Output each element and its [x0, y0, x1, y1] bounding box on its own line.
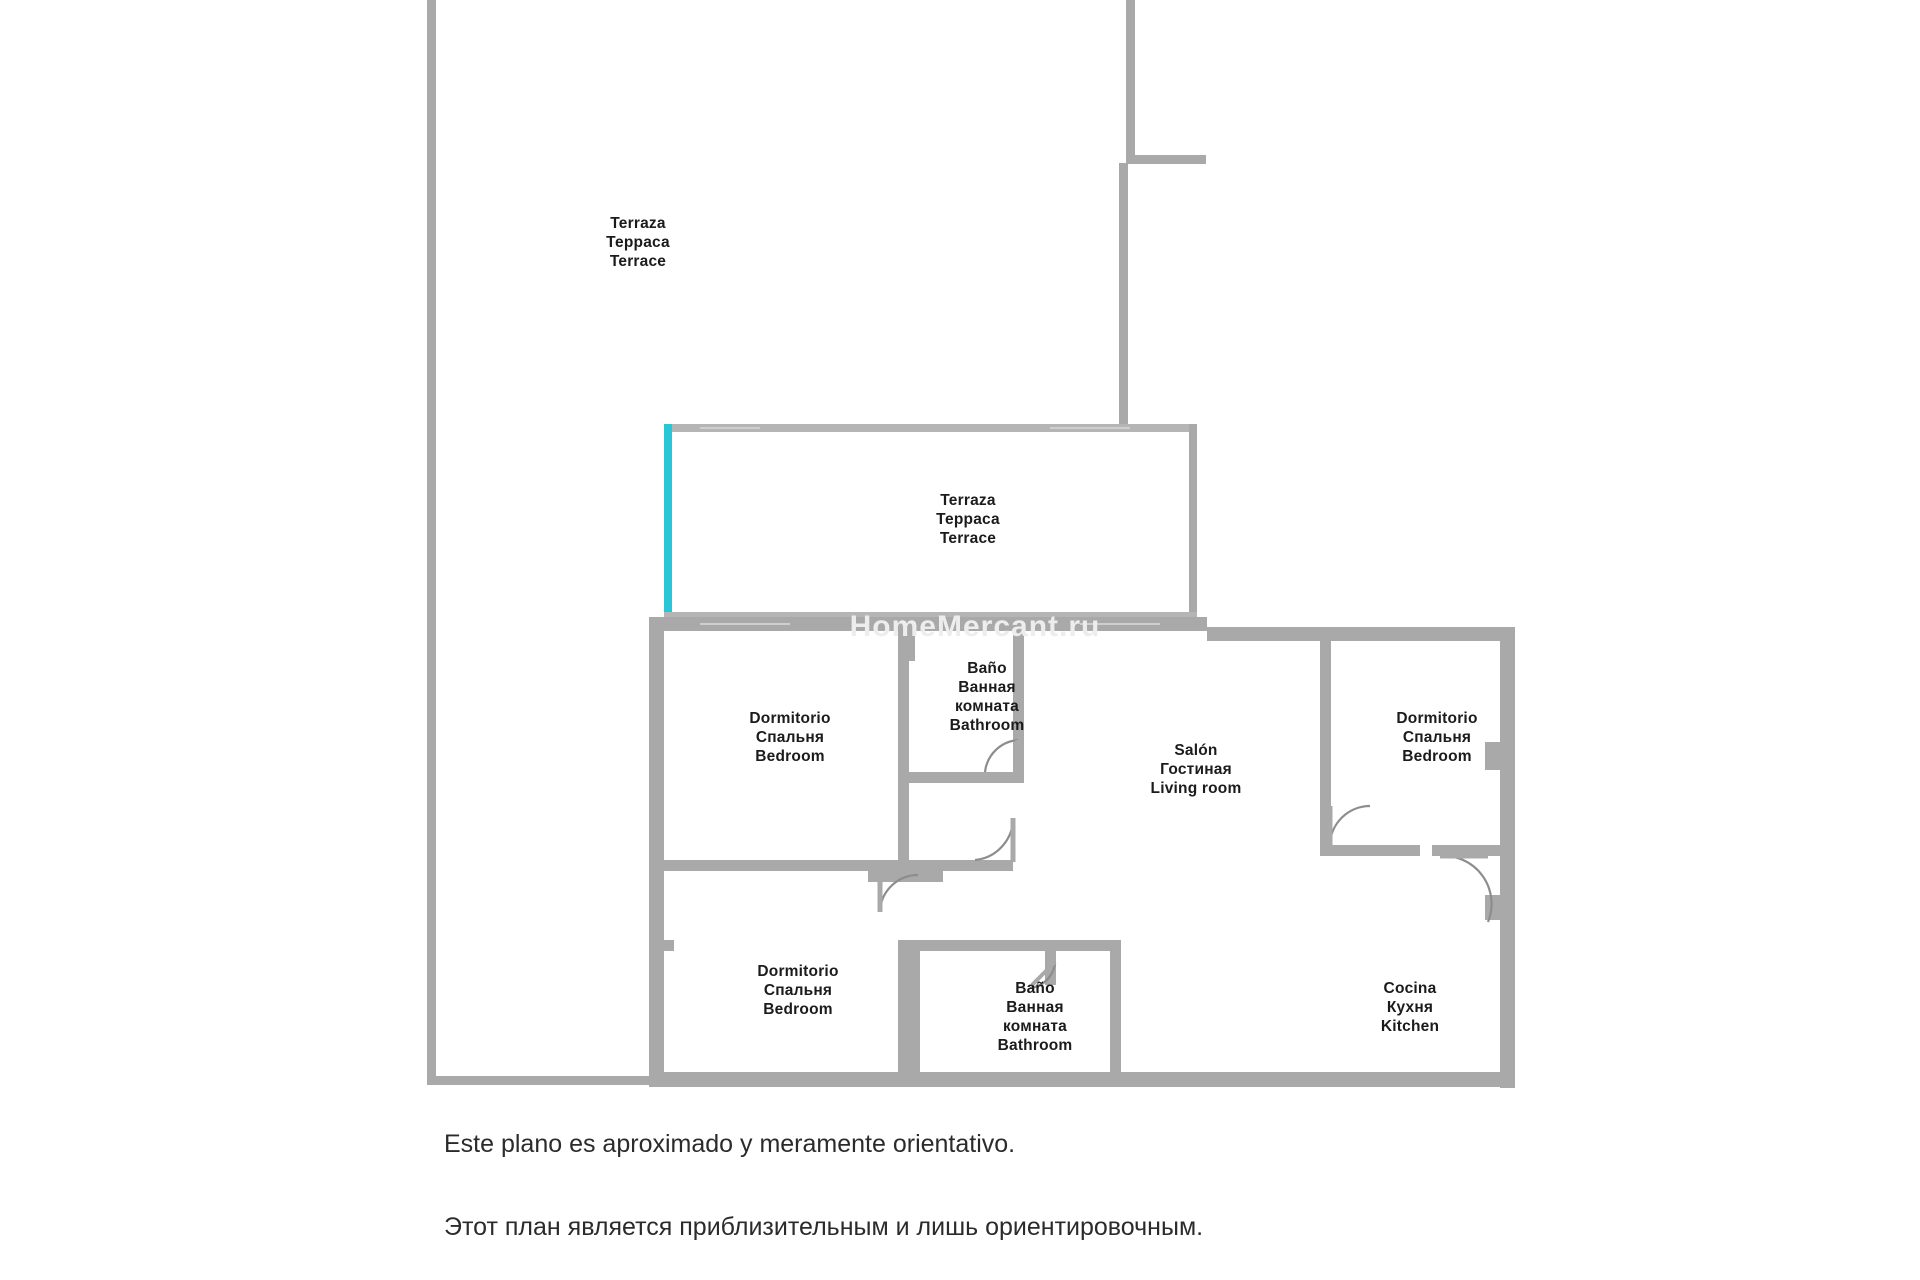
- room-label-terrace-upper: [606, 215, 670, 272]
- room-label-line: Living room: [1150, 779, 1242, 797]
- wall-bathroom-u-bottom: [904, 772, 1024, 783]
- room-label-line: Спальня: [763, 981, 833, 999]
- wall-bathroom-l-top: [909, 940, 1051, 951]
- footnote-spanish: Este plano es aproximado y meramente orientativo.: [444, 1130, 1016, 1158]
- room-label-line: комната: [955, 697, 1019, 715]
- room-label-bedroom-lower-left: [757, 963, 838, 1020]
- terrace-right-wall-upper: [1126, 0, 1135, 155]
- room-label-line: Спальня: [1402, 728, 1472, 746]
- door-kitchen: [1440, 856, 1492, 922]
- room-label-line: Baño: [967, 660, 1007, 677]
- wall-bathroom-l-top-right: [1045, 940, 1121, 951]
- room-label-line: Terraza: [940, 492, 996, 509]
- outer-wall-right-upper: [1500, 627, 1515, 742]
- room-label-bathroom-upper: [950, 660, 1025, 736]
- wall-bedroom-ul-right: [898, 631, 909, 871]
- room-label-line: Salón: [1174, 742, 1218, 759]
- room-label-bedroom-right: [1396, 710, 1477, 767]
- wall-bathroom-l-left: [909, 940, 920, 1087]
- room-label-line: Dormitorio: [1396, 710, 1478, 727]
- wall-bedroom-r-bottom-left: [1320, 845, 1420, 856]
- room-label-line: Терраса: [606, 233, 670, 251]
- wall-bathroom-l-right: [1110, 940, 1121, 1087]
- lower-terrace-right-wall: [1189, 424, 1197, 619]
- outer-wall-bottom: [649, 1072, 1515, 1087]
- outer-wall-top-mid: [1207, 627, 1327, 641]
- room-label-line: Bathroom: [949, 716, 1025, 734]
- room-label-line: Terraza: [610, 215, 666, 232]
- room-label-bedroom-upper-left: [749, 710, 830, 767]
- door-bedroom-upper-left: [975, 818, 1013, 860]
- outer-wall-right-mid: [1500, 770, 1515, 895]
- room-label-line: Bedroom: [755, 747, 825, 765]
- window-marks: [700, 428, 1160, 624]
- room-label-line: Терраса: [936, 510, 1000, 528]
- terrace-bottom-wall: [427, 1076, 667, 1085]
- wall-bedroom-ll-right: [898, 940, 909, 1087]
- room-label-line: комната: [1003, 1017, 1067, 1035]
- room-label-line: Terrace: [609, 252, 667, 270]
- wall-corridor-stub: [649, 940, 674, 951]
- room-label-line: Кухня: [1386, 998, 1434, 1016]
- room-label-kitchen: [1381, 980, 1439, 1037]
- terrace-right-wall-lower: [1119, 163, 1128, 428]
- terrace-outline: [427, 0, 1206, 1085]
- terrace-left-wall: [427, 0, 436, 1085]
- room-label-living-room: [1151, 742, 1242, 799]
- room-label-line: Bathroom: [997, 1036, 1073, 1054]
- room-label-line: Ванная: [958, 678, 1016, 696]
- room-label-line: Bedroom: [1402, 747, 1472, 765]
- door-bedroom-right: [1330, 806, 1370, 845]
- outer-wall-top-right: [1313, 627, 1513, 641]
- room-label-line: Terrace: [939, 529, 997, 547]
- footnotes: [444, 1128, 1544, 1243]
- watermark: HomeMercant.ru: [849, 610, 1101, 643]
- room-label-bathroom-lower: [998, 980, 1073, 1056]
- highlighted-wall: [664, 424, 672, 614]
- room-label-line: Baño: [1015, 980, 1055, 997]
- room-label-line: Cocina: [1383, 980, 1437, 997]
- outer-wall-left: [649, 617, 664, 1087]
- room-label-line: Ванная: [1006, 998, 1064, 1016]
- room-label-line: Kitchen: [1380, 1017, 1440, 1035]
- terrace-jog-wall: [1126, 155, 1206, 164]
- room-label-line: Спальня: [755, 728, 825, 746]
- lower-terrace-outline: [664, 424, 1197, 620]
- room-label-line: Dormitorio: [757, 963, 839, 980]
- room-label-terrace-lower: [936, 492, 1000, 549]
- room-label-line: Dormitorio: [749, 710, 831, 727]
- footnote-russian: Этот план является приблизительным и лишь ориентировочным.: [444, 1212, 1204, 1241]
- outer-wall-right-notch: [1485, 742, 1515, 770]
- room-label-line: Гостиная: [1160, 760, 1232, 778]
- wall-mid-horizontal: [898, 860, 1013, 871]
- room-label-line: Bedroom: [763, 1000, 833, 1018]
- wall-bedroom-ul-bottom: [664, 860, 909, 871]
- outer-wall-right-lower: [1500, 918, 1515, 1088]
